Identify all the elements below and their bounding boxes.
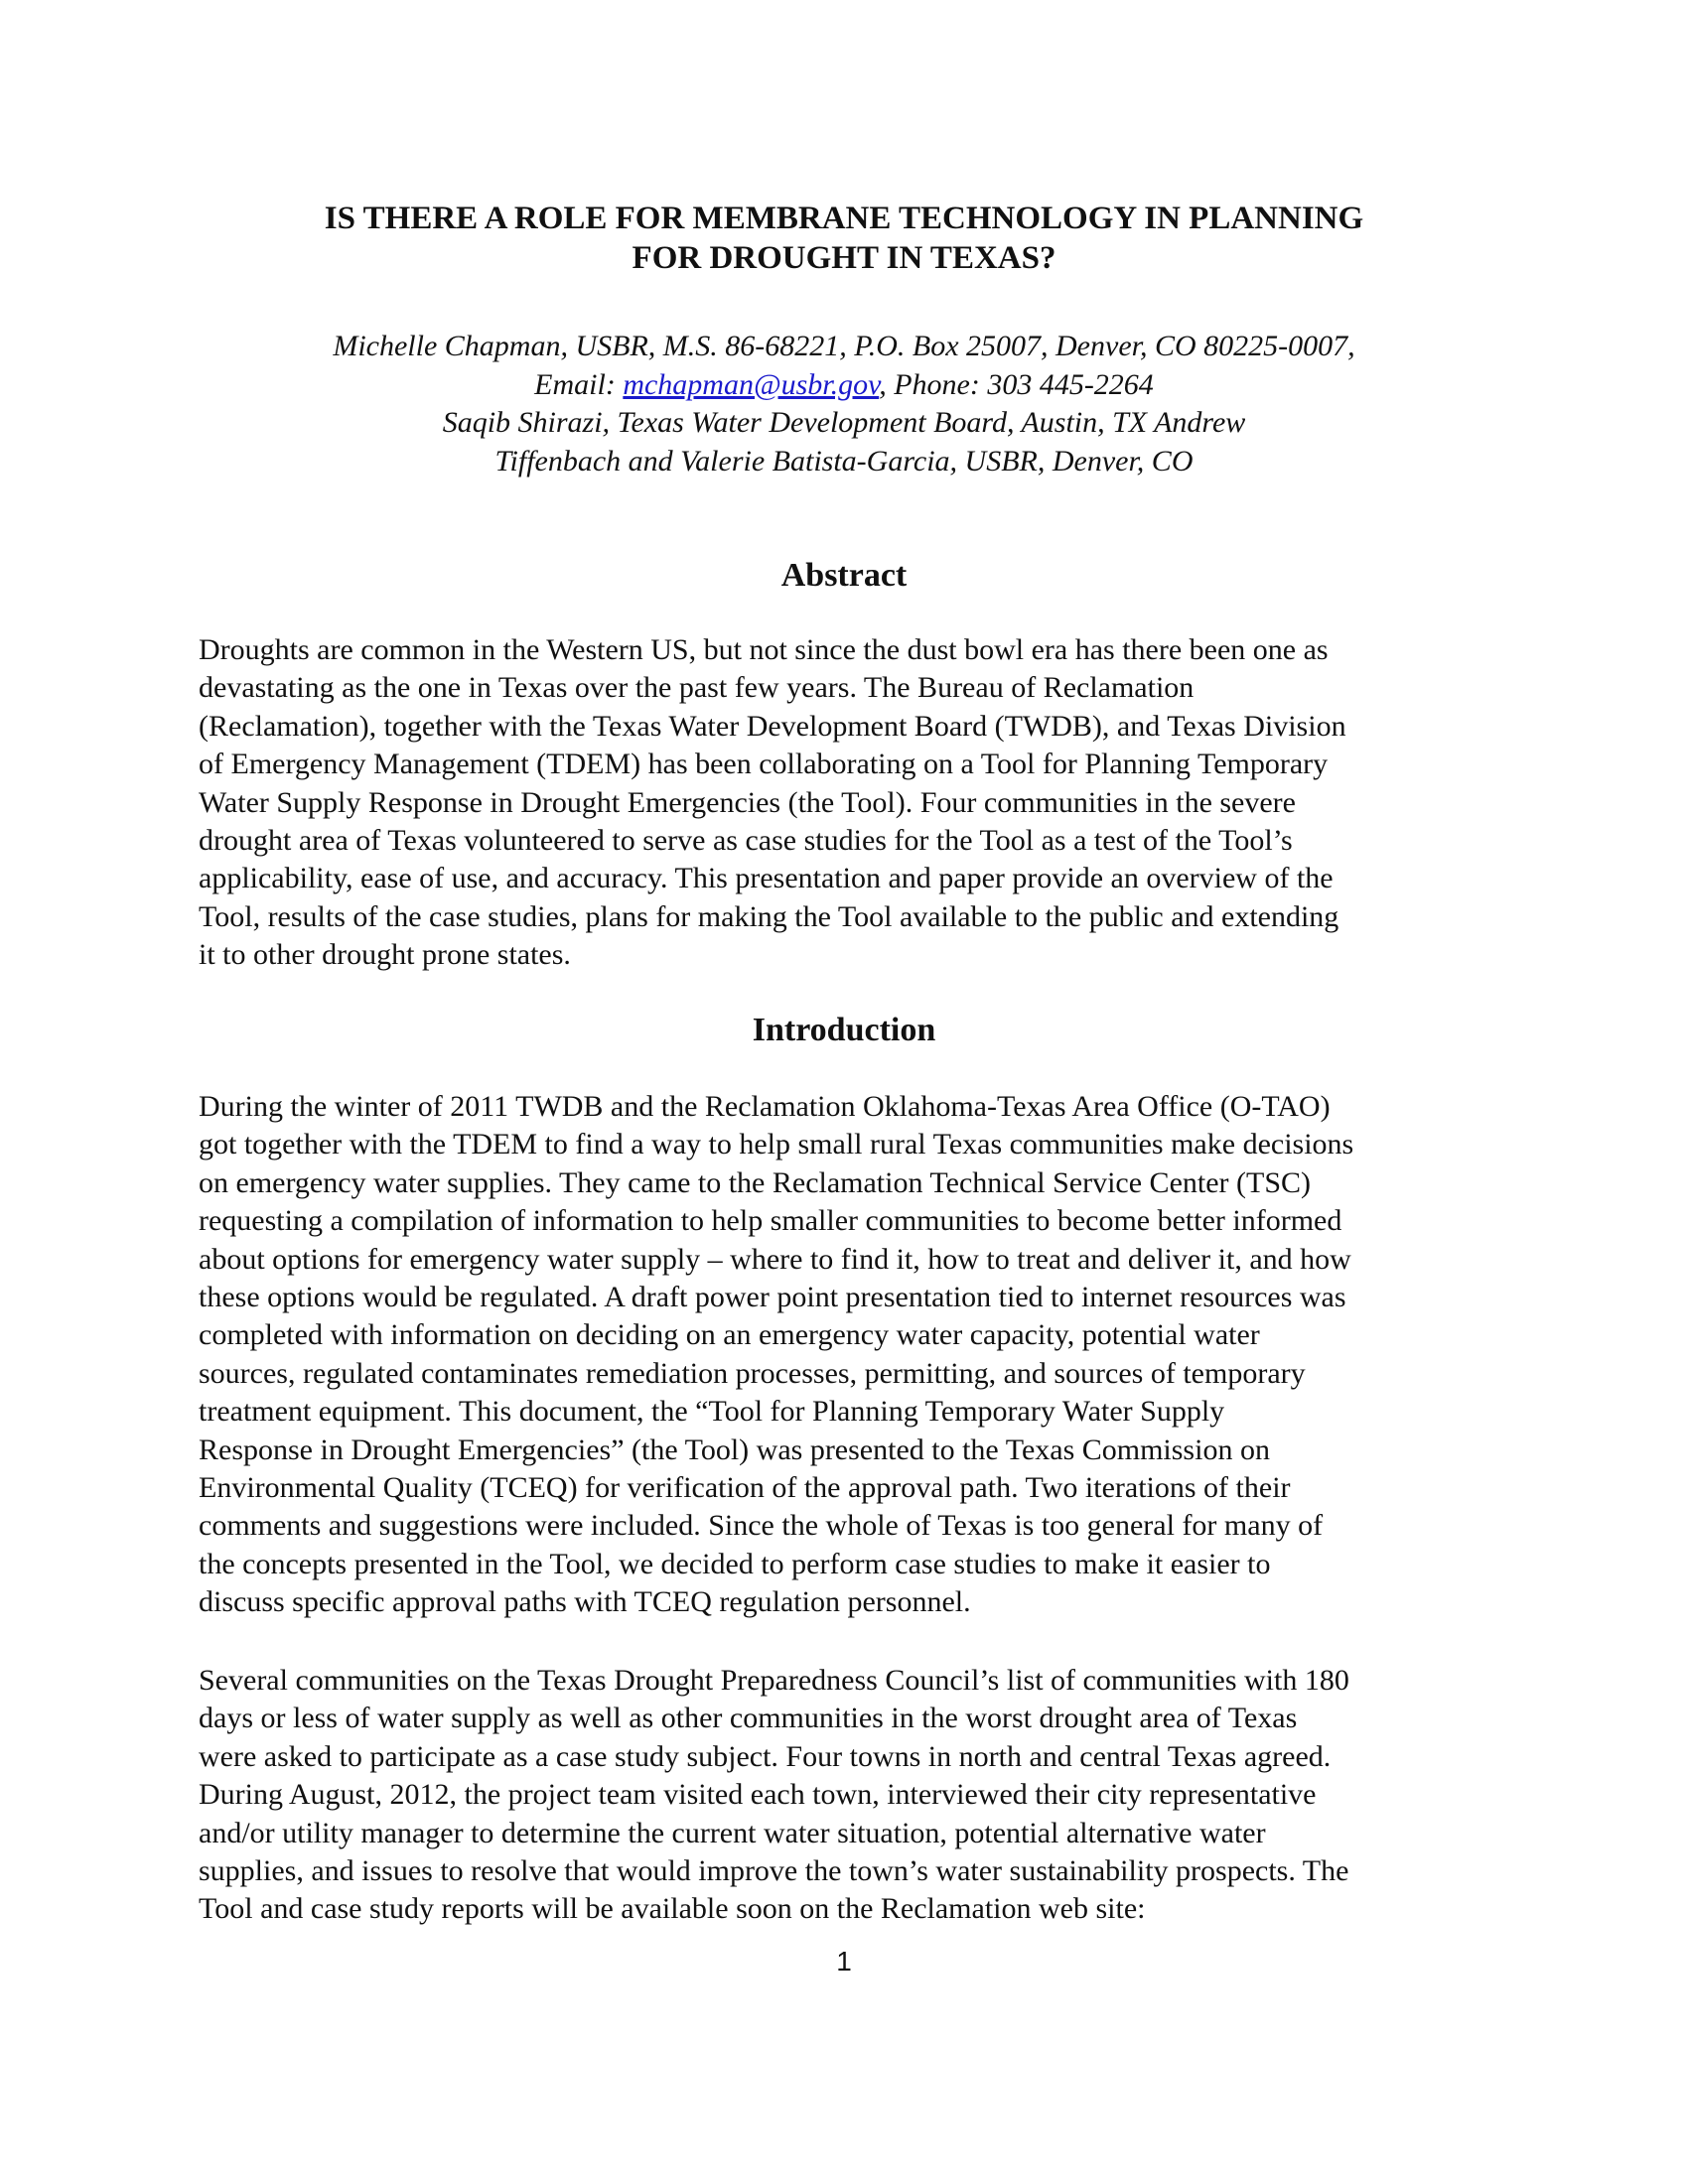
abstract-paragraph [199,631,1509,975]
text-line: Several communities on the Texas Drought Preparedness Council’s list of communities with 180 [199,1664,1349,1697]
introduction-heading: Introduction [752,1012,936,1048]
text-line: it to other drought prone states. [199,938,571,972]
text-line: Droughts are common in the Western US, but not since the dust bowl era has there been one as [199,633,1329,666]
text-line: During August, 2012, the project team visited each town, interviewed their city representative [199,1778,1317,1812]
text-line: about options for emergency water supply – where to find it, how to treat and deliver it, and how [199,1242,1351,1276]
text-line: (Reclamation), together with the Texas Water Development Board (TWDB), and Texas Division [199,709,1346,743]
title-line: IS THERE A ROLE FOR MEMBRANE TECHNOLOGY IN PLANNING [324,201,1364,236]
text-line: days or less of water supply as well as other communities in the worst drought area of Texas [199,1702,1298,1735]
introduction-paragraph-1 [199,1088,1509,1622]
text-line: Environmental Quality (TCEQ) for verification of the approval path. Two iterations of their [199,1471,1291,1505]
text-line: of Emergency Management (TDEM) has been collaborating on a Tool for Planning Temporary [199,748,1329,781]
text-line: Water Supply Response in Drought Emergencies (the Tool). Four communities in the severe [199,785,1296,819]
phone-text: , Phone: 303 445-2264 [879,367,1154,401]
text-line: drought area of Texas volunteered to serve as case studies for the Tool as a test of the Tool’s [199,824,1293,858]
abstract-heading: Abstract [780,557,908,594]
text-line: supplies, and issues to resolve that would improve the town’s water sustainability prospects. The [199,1854,1349,1888]
text-line: and/or utility manager to determine the current water situation, potential alternative water [199,1816,1266,1849]
text-line: Response in Drought Emergencies” (the Tool) was presented to the Texas Commission on [199,1433,1270,1466]
text-line: sources, regulated contaminates remediation processes, permitting, and sources of temporary [199,1356,1306,1390]
text-line: on emergency water supplies. They came to the Reclamation Technical Service Center (TSC) [199,1165,1312,1199]
text-line: these options would be regulated. A draft power point presentation tied to internet resources was [199,1281,1346,1314]
author-block [199,328,1489,480]
text-line: got together with the TDEM to find a way to help small rural Texas communities make decisions [199,1128,1354,1161]
author-line: Saqib Shirazi, Texas Water Development Board, Austin, TX Andrew [442,406,1246,439]
email-link[interactable]: mchapman@usbr.gov [623,367,880,401]
author-contact-line [199,366,1489,405]
paper-title [199,199,1489,278]
text-line: applicability, ease of use, and accuracy. This presentation and paper provide an overview of the [199,862,1334,895]
text-line: comments and suggestions were included. Since the whole of Texas is too general for many of [199,1509,1324,1543]
text-line: requesting a compilation of information to help smaller communities to become better informed [199,1204,1342,1238]
author-line: Michelle Chapman, USBR, M.S. 86-68221, P.O. Box 25007, Denver, CO 80225-0007, [333,330,1355,362]
author-line: Tiffenbach and Valerie Batista-Garcia, USBR, Denver, CO [494,444,1194,478]
page-number: 1 [836,1946,852,1977]
text-line: completed with information on deciding on an emergency water capacity, potential water [199,1318,1260,1352]
text-line: devastating as the one in Texas over the past few years. The Bureau of Reclamation [199,671,1195,705]
text-line: treatment equipment. This document, the “Tool for Planning Temporary Water Supply [199,1395,1225,1429]
text-line: discuss specific approval paths with TCEQ regulation personnel. [199,1585,971,1619]
text-line: Tool and case study reports will be available soon on the Reclamation web site: [199,1892,1146,1926]
text-line: the concepts presented in the Tool, we decided to perform case studies to make it easier to [199,1547,1271,1580]
title-line: FOR DROUGHT IN TEXAS? [632,240,1056,276]
introduction-paragraph-2 [199,1662,1509,1929]
text-line: Tool, results of the case studies, plans for making the Tool available to the public and extending [199,899,1339,933]
email-label: Email: [534,367,624,401]
text-line: During the winter of 2011 TWDB and the Reclamation Oklahoma-Texas Area Office (O-TAO) [199,1090,1331,1123]
text-line: were asked to participate as a case study subject. Four towns in north and central Texas agreed. [199,1739,1332,1773]
